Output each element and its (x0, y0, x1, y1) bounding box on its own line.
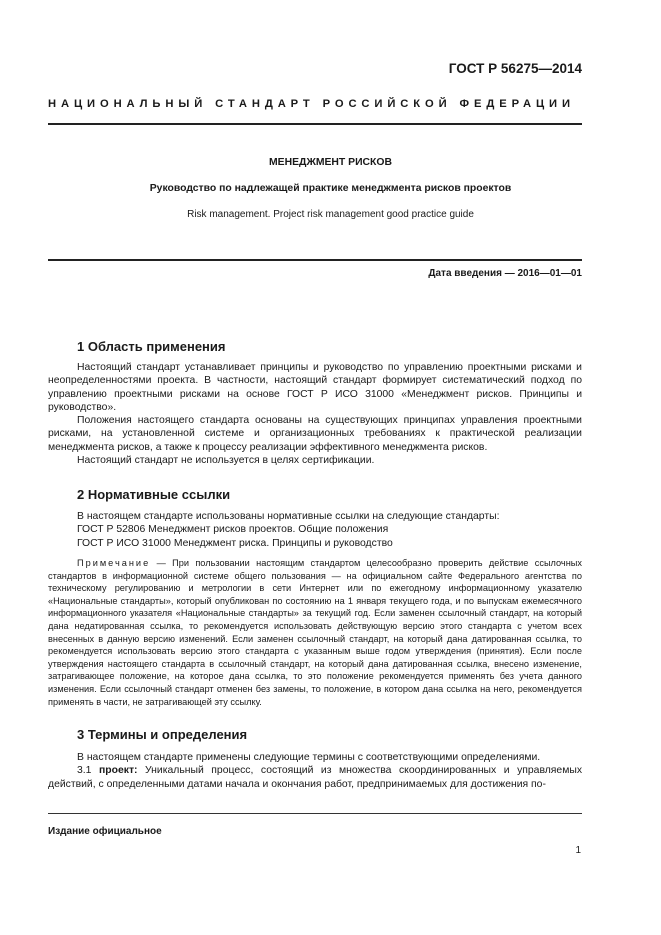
term-definition (48, 764, 582, 791)
normative-references (77, 510, 582, 550)
section-2-heading: 2 Нормативные ссылки (77, 487, 231, 502)
section-3-body (48, 751, 582, 791)
gost-number: ГОСТ Р 56275—2014 (448, 61, 582, 76)
term-name: проект: (99, 765, 138, 777)
title-bottom-rule (48, 259, 582, 261)
section-1-body (48, 361, 582, 467)
references-intro: В настоящем стандарте использованы нормативные ссылки на следующие стандарты: (77, 511, 500, 522)
section-1-paragraph: Настоящий стандарт устанавливает принципы и руководство по управлению проектными рисками и неопределенностями проекта. В частности, настоящий стандарт формирует систематический подход по управлению проектными рисками на основе ГОСТ Р ИСО 31000 «Менеджмент рисков. Принципы и руководство». (48, 362, 582, 413)
section-1-paragraph: Положения настоящего стандарта основаны на существующих принципах управления проектными рисками, на установленной системе и организационных требованиях к практической реализации менеджмента рисков, а также к процессу реализации эффективного менеджмента рисков. (48, 415, 582, 453)
section-1-heading: 1 Область применения (77, 339, 226, 354)
introduction-date: Дата введения — 2016—01—01 (428, 268, 582, 279)
note-text: — При пользовании настоящим стандартом целесообразно проверить действие ссылочных стандартов в информационной системе общего пользования — на официальном сайте Федерального агентства по техническому регулированию и метрологии в сети Интернет или по ежегодному информационному указателю «Национальные стандарты», который опубликован по состоянию на 1 января текущего года, и по выпускам ежемесячного информационного указателя «Национальные стандарты» за текущий год. Если заменен ссылочный стандарт, на который дана недатированная ссылка, то рекомендуется использовать действующую версию этого стандарта с учетом всех внесенных в данную версию изменений. Если заменен ссылочный стандарт, на который дана датированная ссылка, то рекомендуется использовать версию этого стандарта с указанным выше годом утверждения (принятия). Если после утверждения настоящего стандарта в ссылочный стандарт, на который дана датированная ссылка, внесено изменение, затрагивающее положение, на которое дана ссылка, то это положение рекомендуется применять без учета данного изменения. Если ссылочный стандарт отменен без замены, то положение, в котором дана ссылка на него, рекомендуется применять в части, не затрагивающей эту ссылку. (48, 558, 582, 707)
term-number: 3.1 (77, 765, 92, 777)
document-title: МЕНЕДЖМЕНТ РИСКОВ (269, 157, 392, 168)
term-text: Уникальный процесс, состоящий из множества скоординированных и управляемых действий, с определенными датами начала и окончания работ, предпринимаемых для достижения по- (48, 765, 583, 790)
reference-item: ГОСТ Р ИСО 31000 Менеджмент риска. Принципы и руководство (77, 537, 393, 549)
national-standard-heading: НАЦИОНАЛЬНЫЙ СТАНДАРТ РОССИЙСКОЙ ФЕДЕРАЦИИ (48, 98, 575, 110)
document-subtitle: Руководство по надлежащей практике менеджмента рисков проектов (149, 183, 512, 194)
official-edition-label: Издание официальное (48, 826, 162, 837)
top-rule (48, 123, 582, 125)
note-label: Примечание (77, 558, 151, 568)
footer-rule (48, 813, 582, 814)
references-note (48, 557, 582, 708)
section-1-paragraph: Настоящий стандарт не используется в целях сертификации. (77, 455, 375, 467)
page-number: 1 (575, 845, 581, 856)
english-title: Risk management. Project risk management good practice guide (187, 209, 474, 220)
section-3-heading: 3 Термины и определения (77, 727, 248, 742)
section-3-intro: В настоящем стандарте применены следующие термины с соответствующими определениями. (77, 752, 541, 763)
reference-item: ГОСТ Р 52806 Менеджмент рисков проектов. Общие положения (77, 524, 389, 536)
